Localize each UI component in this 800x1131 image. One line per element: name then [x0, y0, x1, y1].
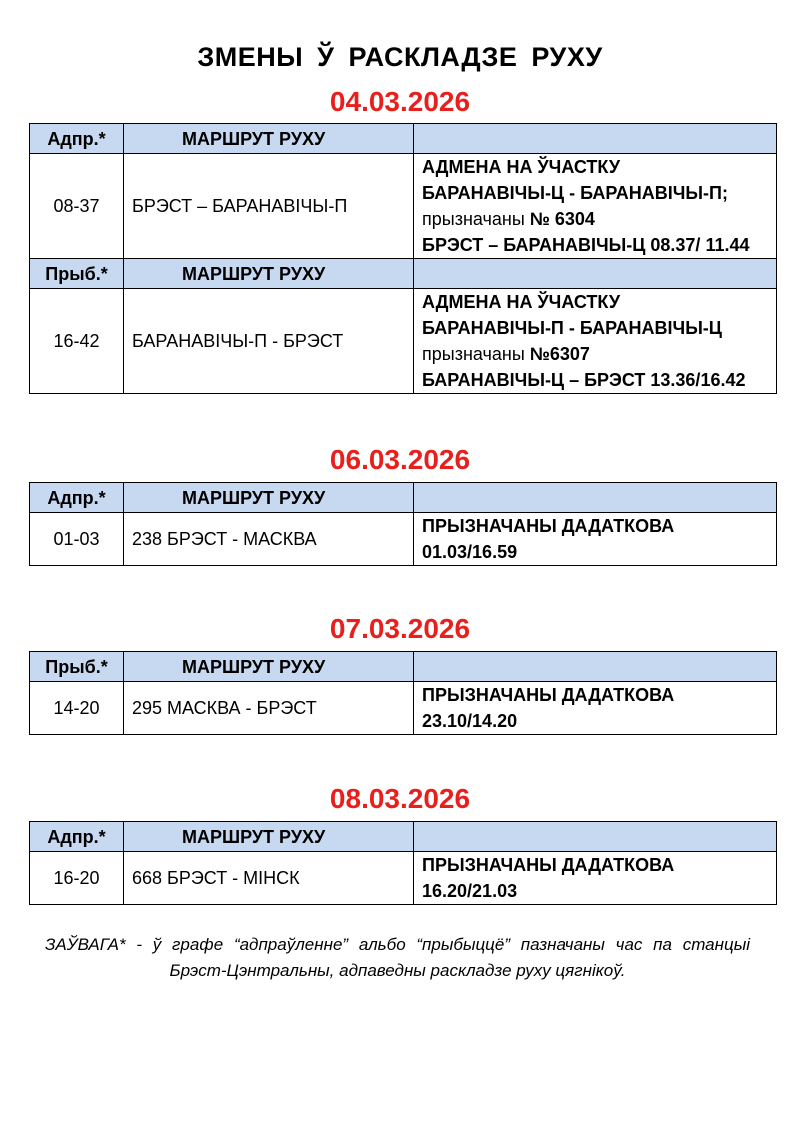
time-header: Прыб.* [30, 652, 124, 682]
train-number: №6307 [529, 344, 590, 364]
route-cell: 668 БРЭСТ - МІНСК [124, 852, 414, 905]
note-cell [414, 513, 777, 566]
schedule-table [29, 821, 777, 905]
note-cell [414, 289, 777, 394]
time-header: Адпр.* [30, 124, 124, 154]
section-date: 04.03.2026 [329, 86, 471, 117]
route-header: МАРШРУТ РУХУ [124, 822, 414, 852]
schedule-table [29, 123, 777, 394]
note-header [414, 652, 777, 682]
route-header: МАРШРУТ РУХУ [124, 259, 414, 289]
note-header [414, 124, 777, 154]
note-line [422, 206, 776, 232]
note-line: БАРАНАВІЧЫ-Ц - БАРАНАВІЧЫ-П; [422, 183, 728, 203]
note-line: ПРЫЗНАЧАНЫ ДАДАТКОВА [422, 855, 675, 875]
note-line: БАРАНАВІЧЫ-Ц – БРЭСТ 13.36/16.42 [422, 370, 746, 390]
note-line: 01.03/16.59 [422, 542, 518, 562]
section-date: 07.03.2026 [329, 613, 471, 644]
note-line: БАРАНАВІЧЫ-П - БАРАНАВІЧЫ-Ц [422, 318, 722, 338]
table-row [30, 682, 777, 735]
time-cell: 16-42 [30, 289, 124, 394]
schedule-table [29, 482, 777, 566]
route-header: МАРШРУТ РУХУ [124, 483, 414, 513]
note-cell [414, 852, 777, 905]
note-header [414, 822, 777, 852]
table-row [30, 513, 777, 566]
note-line: 16.20/21.03 [422, 881, 518, 901]
table-header-row [30, 124, 777, 154]
section-date: 08.03.2026 [329, 783, 471, 814]
route-cell: 295 МАСКВА - БРЭСТ [124, 682, 414, 735]
table-row [30, 154, 777, 259]
footnote-remark: ЗАЎВАГА* - ў графе “адпраўленне” альбо “прыбыццё” пазначаны час па станцыі Брэст-Цэнтральны, адпаведны раскладзе руху цягнікоў. [45, 935, 750, 980]
route-cell: 238 БРЭСТ - МАСКВА [124, 513, 414, 566]
note-line: БРЭСТ – БАРАНАВІЧЫ-Ц 08.37/ 11.44 [422, 235, 750, 255]
table-row [30, 852, 777, 905]
note-header [414, 259, 777, 289]
section-date: 06.03.2026 [329, 444, 471, 475]
note-line [422, 341, 776, 367]
route-header: МАРШРУТ РУХУ [124, 652, 414, 682]
note-line: ПРЫЗНАЧАНЫ ДАДАТКОВА [422, 685, 675, 705]
note-line: 23.10/14.20 [422, 711, 518, 731]
note-cell [414, 682, 777, 735]
table-header-row [30, 652, 777, 682]
route-cell: БРЭСТ – БАРАНАВІЧЫ-П [124, 154, 414, 259]
time-cell: 16-20 [30, 852, 124, 905]
route-header: МАРШРУТ РУХУ [124, 124, 414, 154]
table-header-row [30, 259, 777, 289]
schedule-table [29, 651, 777, 735]
note-line: ПРЫЗНАЧАНЫ ДАДАТКОВА [422, 516, 675, 536]
time-header: Адпр.* [30, 483, 124, 513]
time-cell: 08-37 [30, 154, 124, 259]
time-cell: 14-20 [30, 682, 124, 735]
time-header: Адпр.* [30, 822, 124, 852]
note-text: прызначаны [422, 344, 525, 364]
note-line: АДМЕНА НА ЎЧАСТКУ [422, 292, 621, 312]
train-number: № 6304 [529, 209, 595, 229]
page-title: ЗМЕНЫ Ў РАСКЛАДЗЕ РУХУ [197, 42, 603, 72]
note-line: АДМЕНА НА ЎЧАСТКУ [422, 157, 621, 177]
note-header [414, 483, 777, 513]
table-row [30, 289, 777, 394]
table-header-row [30, 483, 777, 513]
note-text: прызначаны [422, 209, 525, 229]
table-header-row [30, 822, 777, 852]
time-cell: 01-03 [30, 513, 124, 566]
time-header: Прыб.* [30, 259, 124, 289]
note-cell [414, 154, 777, 259]
route-cell: БАРАНАВІЧЫ-П - БРЭСТ [124, 289, 414, 394]
